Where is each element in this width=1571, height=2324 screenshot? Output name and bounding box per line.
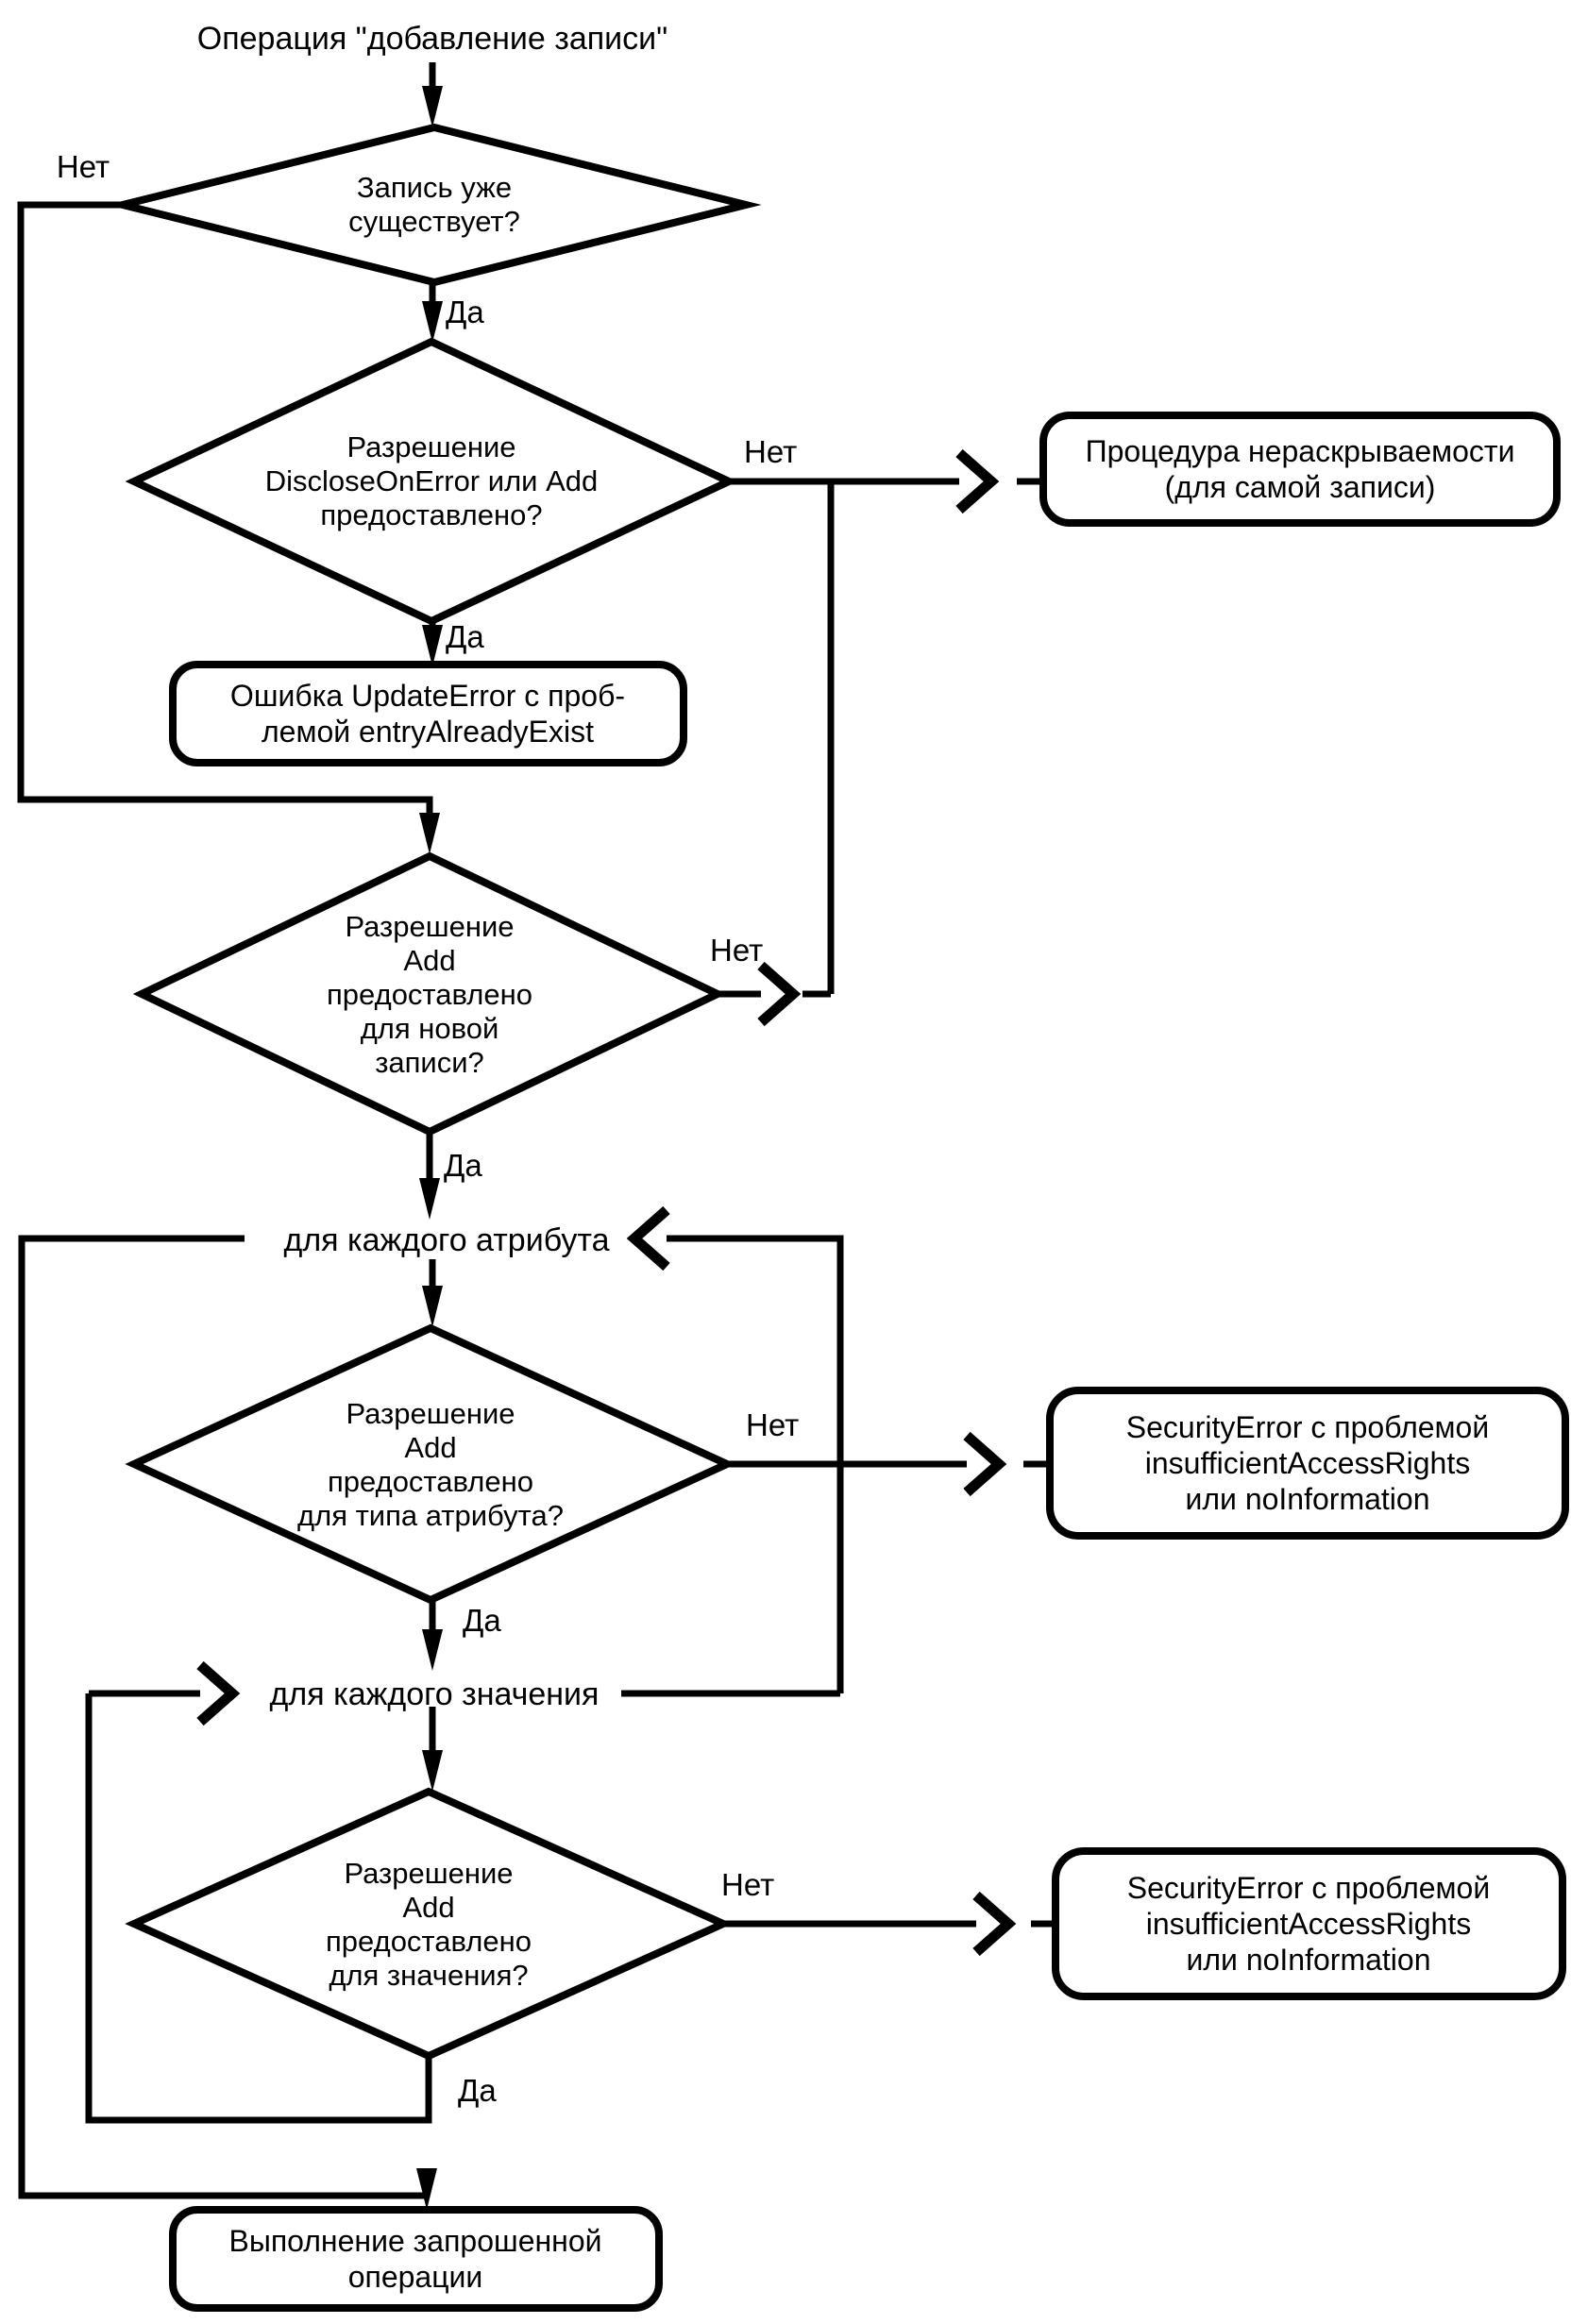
decision-disclose-line1: Разрешение xyxy=(346,430,516,463)
decision-entry-exists-line1: Запись уже xyxy=(356,171,513,204)
label-no-entry-exists: Нет xyxy=(56,149,110,184)
process-security1-line1: SecurityError с проблемой xyxy=(1125,1410,1490,1444)
process-nondisclosure-line2: (для самой записи) xyxy=(1164,470,1436,504)
arrowhead-down-icon xyxy=(422,86,443,127)
process-perform-line2: операции xyxy=(347,2260,483,2294)
decision-new-entry-line1: Разрешение xyxy=(345,910,515,943)
decision-new-entry-line4: для новой xyxy=(360,1012,499,1045)
process-security1-line3: или noInformation xyxy=(1185,1482,1430,1516)
decision-add-permission-value xyxy=(134,1792,723,2056)
decision-new-entry-line2: Add xyxy=(403,944,456,977)
label-yes-disclose: Да xyxy=(446,619,484,654)
arrowhead-down-icon xyxy=(419,813,440,854)
label-no-new-entry: Нет xyxy=(710,933,764,968)
process-security1-line2: insufficientAccessRights xyxy=(1144,1446,1471,1480)
decision-value-line2: Add xyxy=(402,1891,455,1924)
arrowhead-right-chevron-icon xyxy=(200,1665,232,1722)
decision-attr-type-line4: для типа атрибута? xyxy=(297,1499,564,1532)
arrowhead-down-icon xyxy=(416,2168,437,2210)
label-no-attr-type: Нет xyxy=(746,1407,800,1442)
label-yes-new-entry: Да xyxy=(444,1148,482,1183)
flowchart-title: Операция "добавление записи" xyxy=(196,21,668,57)
decision-attr-type-line2: Add xyxy=(404,1431,457,1464)
arrowhead-down-icon xyxy=(422,625,443,666)
decision-add-permission-attribute-type xyxy=(134,1328,727,1600)
process-security2-line3: или noInformation xyxy=(1186,1943,1431,1977)
label-yes-entry-exists: Да xyxy=(446,295,484,329)
arrowhead-down-icon xyxy=(422,1750,443,1792)
process-update-error-line1: Ошибка UpdateError с проб- xyxy=(229,679,626,713)
arrowhead-down-icon xyxy=(422,1286,443,1327)
arrowhead-down-icon xyxy=(422,301,443,343)
decision-new-entry-line3: предоставлено xyxy=(327,978,532,1011)
arrowhead-right-chevron-icon xyxy=(959,453,991,510)
label-yes-attr-type: Да xyxy=(463,1603,501,1638)
process-nondisclosure xyxy=(1043,415,1557,523)
label-yes-value: Да xyxy=(458,2073,497,2108)
label-no-value: Нет xyxy=(721,1867,775,1902)
process-nondisclosure-line1: Процедура нераскрываемости xyxy=(1085,434,1515,468)
process-update-error-line2: лемой entryAlreadyExist xyxy=(261,715,595,749)
process-security2-line2: insufficientAccessRights xyxy=(1145,1907,1472,1941)
label-no-disclose: Нет xyxy=(744,434,798,469)
loop-for-each-attribute: для каждого атрибута xyxy=(283,1222,610,1258)
decision-entry-exists-line2: существует? xyxy=(348,205,520,238)
loop-for-each-value: для каждого значения xyxy=(269,1676,600,1712)
decision-attr-type-line3: предоставлено xyxy=(328,1465,533,1498)
arrowhead-right-chevron-icon xyxy=(967,1436,999,1492)
decision-disclose-line3: предоставлено? xyxy=(320,498,543,531)
arrowhead-left-chevron-icon xyxy=(634,1210,667,1267)
decision-disclose-line2: DiscloseOnError или Add xyxy=(264,464,599,497)
process-perform-line1: Выполнение запрошенной xyxy=(228,2224,602,2258)
decision-attr-type-line1: Разрешение xyxy=(346,1397,515,1430)
arrowhead-right-chevron-icon xyxy=(761,966,793,1022)
decision-value-line1: Разрешение xyxy=(344,1857,514,1890)
process-security2-line1: SecurityError с проблемой xyxy=(1126,1871,1491,1905)
decision-value-line4: для значения? xyxy=(329,1959,529,1992)
arrowhead-down-icon xyxy=(419,1178,440,1220)
arrowhead-right-chevron-icon xyxy=(976,1895,1008,1952)
decision-new-entry-line5: записи? xyxy=(375,1046,484,1079)
decision-value-line3: предоставлено xyxy=(326,1925,532,1958)
arrowhead-down-icon xyxy=(422,1629,443,1671)
